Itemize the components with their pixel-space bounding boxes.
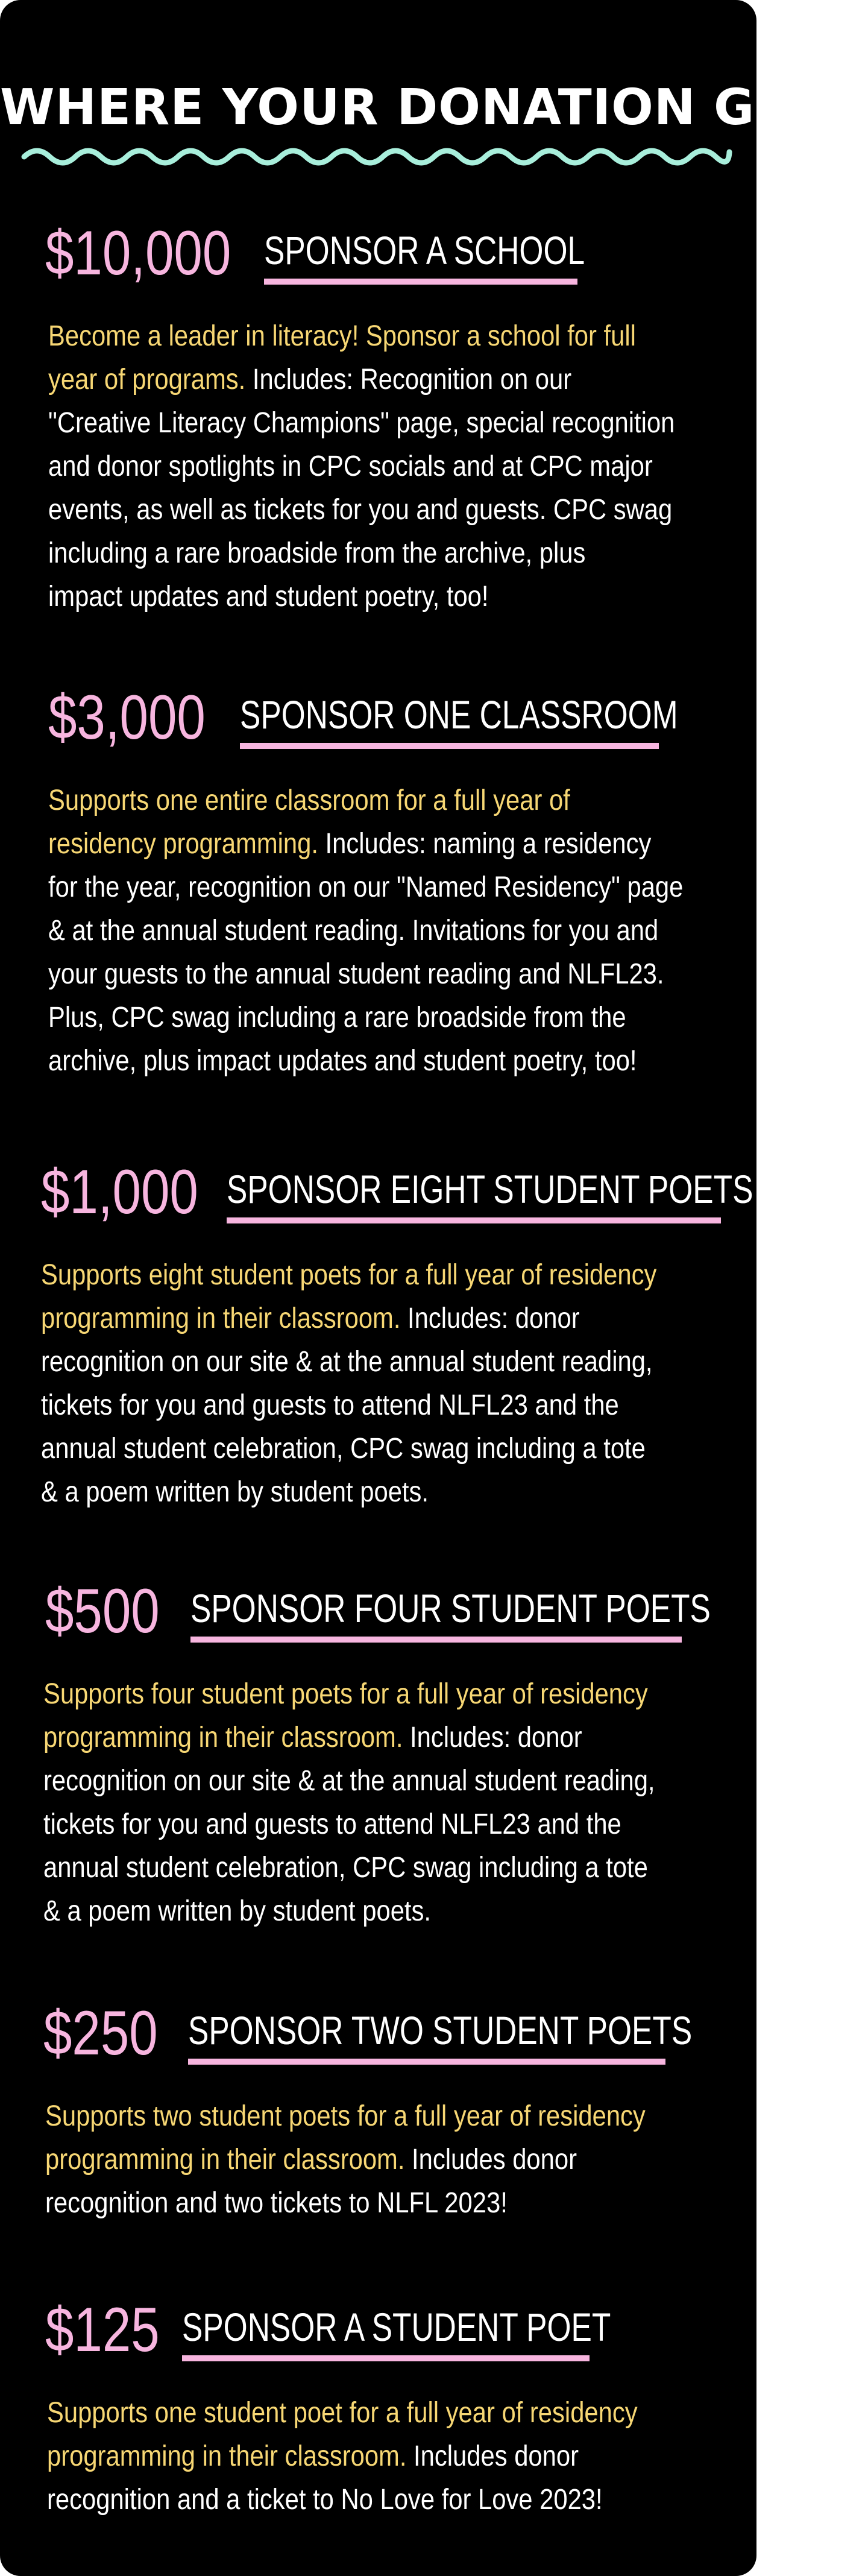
description-line: residency programming. Includes: naming a residency [48,828,652,860]
title-underline [264,279,577,285]
tier-description [45,2095,701,2225]
description-line: for the year, recognition on our "Named Residency" page [48,871,684,903]
description-line: archive, plus impact updates and student poetry, too! [48,1045,637,1077]
tier-title: SPONSOR EIGHT STUDENT POETS [227,1167,753,1211]
title-underline [190,1637,682,1643]
description-line: annual student celebration, CPC swag including a tote [43,1852,648,1884]
description-line: programming in their classroom. Includes: donor [43,1722,582,1754]
tier-price: $10,000 [45,218,231,288]
tier-price: $125 [45,2295,160,2365]
tier-description [47,2391,703,2522]
description-line: Plus, CPC swag including a rare broadside from the [48,1002,626,1034]
description-line: impact updates and student poetry, too! [48,581,489,613]
description-line: & at the annual student reading. Invitations for you and [48,915,659,947]
tier-price: $3,000 [48,683,206,753]
description-line: annual student celebration, CPC swag including a tote [41,1433,646,1465]
description-line: events, as well as tickets for you and guests. CPC swag [48,494,673,526]
tier-description [41,1254,697,1514]
description-line: and donor spotlights in CPC socials and at CPC major [48,450,653,482]
page-title: WHERE YOUR DONATION GOES [0,79,868,136]
tier-title: SPONSOR ONE CLASSROOM [240,692,678,737]
title-underline [188,2059,665,2065]
tier-description [48,779,704,1083]
title-underline [240,743,659,749]
description-line: year of programs. Includes: Recognition on our [48,364,572,396]
description-line: "Creative Literacy Champions" page, special recognition [48,407,675,439]
tier-title: SPONSOR A STUDENT POET [182,2305,611,2349]
description-line: Supports one entire classroom for a full year of [48,784,570,816]
description-line: tickets for you and guests to attend NLFL23 and the [41,1389,619,1421]
description-line: Supports eight student poets for a full year of residency [41,1259,657,1291]
wave-divider [24,144,729,170]
description-line: programming in their classroom. Includes donor [45,2144,577,2176]
description-line: & a poem written by student poets. [43,1895,431,1927]
description-line: Supports two student poets for a full year of residency [45,2100,646,2132]
tier-description [43,1673,699,1933]
title-underline [182,2355,590,2361]
description-line: recognition on our site & at the annual student reading, [43,1765,655,1797]
description-line: including a rare broadside from the archive, plus [48,537,586,569]
tier-description [48,315,704,619]
description-line: recognition and a ticket to No Love for Love 2023! [47,2484,603,2516]
tier-title: SPONSOR FOUR STUDENT POETS [190,1586,711,1631]
title-underline [227,1217,721,1223]
tier-title: SPONSOR TWO STUDENT POETS [188,2008,693,2053]
description-line: recognition and two tickets to NLFL 2023! [45,2187,508,2219]
description-line: Supports four student poets for a full year of residency [43,1678,648,1710]
description-line: your guests to the annual student reading and NLFL23. [48,958,664,990]
tier-title: SPONSOR A SCHOOL [264,228,585,273]
description-line: tickets for you and guests to attend NLFL23 and the [43,1808,621,1840]
tier-price: $500 [45,1576,160,1646]
description-line: & a poem written by student poets. [41,1476,429,1508]
tier-price: $250 [43,1998,158,2068]
description-line: Become a leader in literacy! Sponsor a school for full [48,320,636,352]
description-line: programming in their classroom. Includes: donor [41,1302,580,1334]
description-line: recognition on our site & at the annual student reading, [41,1346,653,1378]
description-line: Supports one student poet for a full year of residency [47,2397,638,2429]
description-line: programming in their classroom. Includes donor [47,2440,579,2472]
tier-price: $1,000 [41,1157,198,1227]
